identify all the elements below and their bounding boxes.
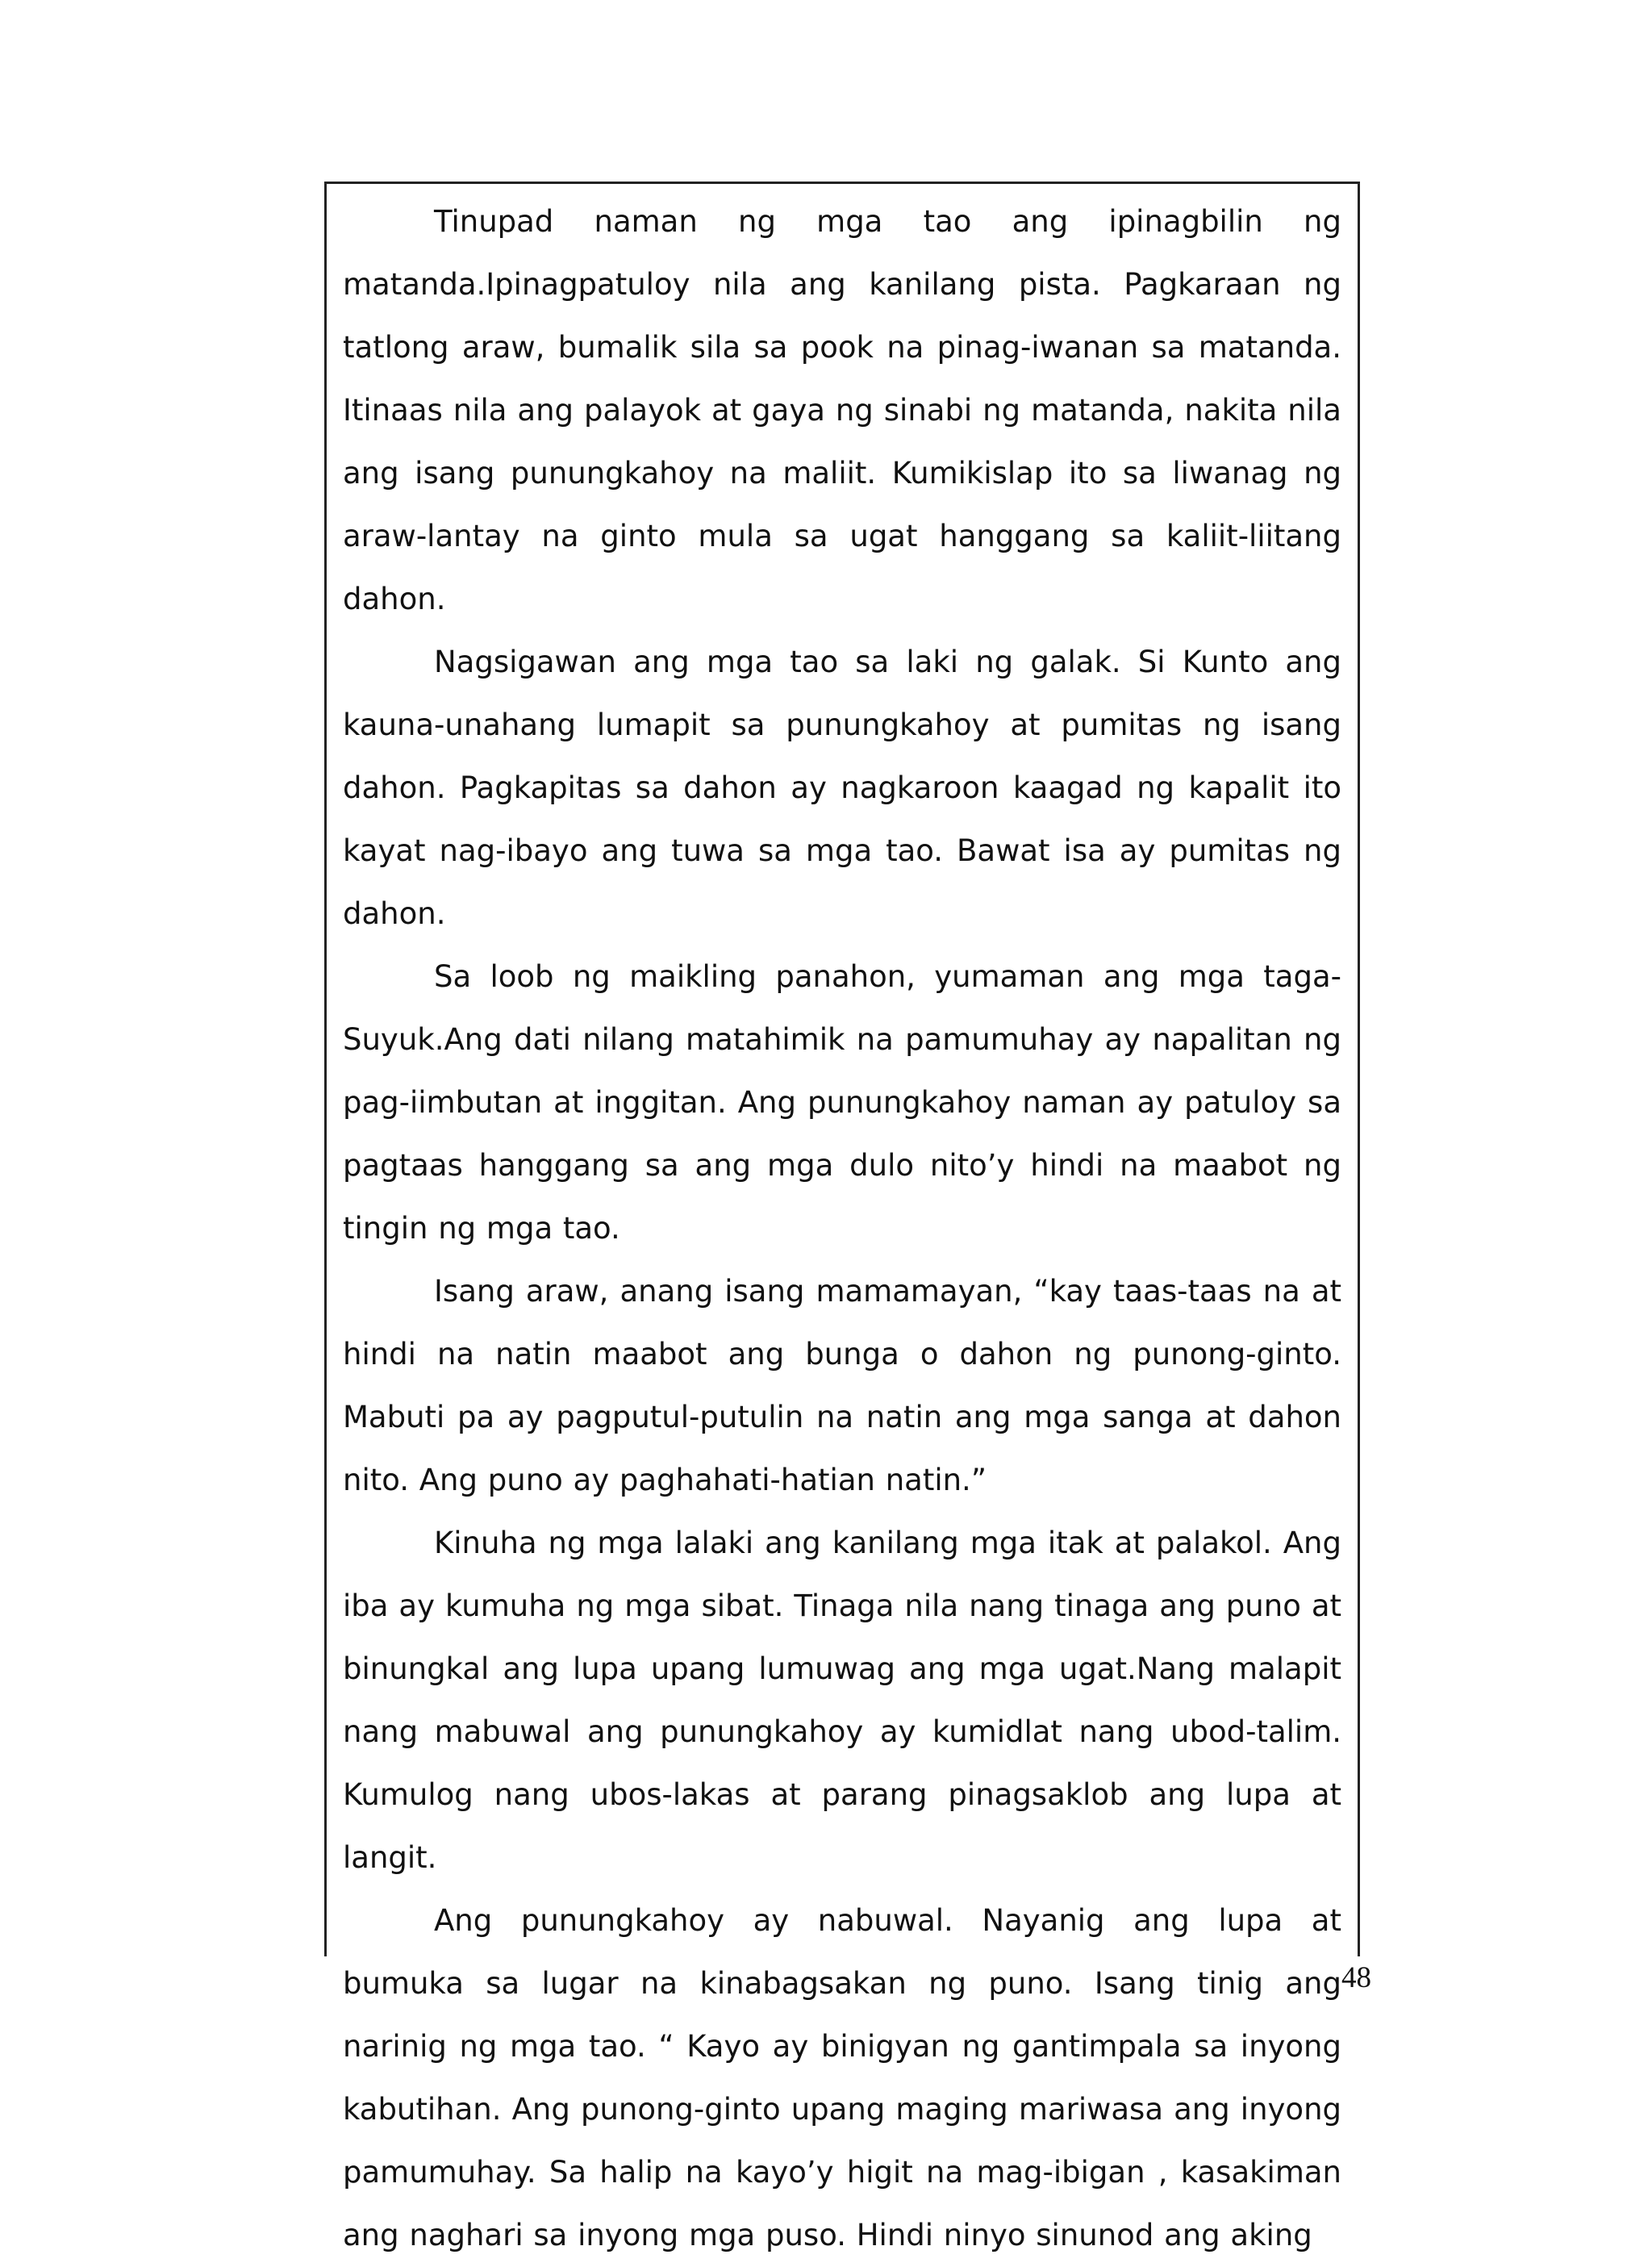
story-body bbox=[343, 190, 1341, 2267]
page-number: 48 bbox=[1341, 1961, 1371, 1994]
paragraph: Isang araw, anang isang mamamayan, “kay taas-taas na at hindi na natin maabot ang bunga o dahon ng punong-ginto. Mabuti pa ay pagputul-putulin na natin ang mga sanga at dahon nito. Ang puno ay paghahati-hatian natin.” bbox=[343, 1274, 1341, 1497]
paragraph: Tinupad naman ng mga tao ang ipinagbilin ng matanda.Ipinagpatuloy nila ang kanilang pista. Pagkaraan ng tatlong araw, bumalik sila sa pook na pinag-iwanan sa matanda. Itinaas nila ang palayok at gaya ng sinabi ng matanda, nakita nila ang isang punungkahoy na maliit. Kumikislap ito sa liwanag ng araw-lantay na ginto mula sa ugat hanggang sa kaliit-liitang dahon. bbox=[343, 204, 1341, 616]
paragraph: Nagsigawan ang mga tao sa laki ng galak. Si Kunto ang kauna-unahang lumapit sa punungkahoy at pumitas ng isang dahon. Pagkapitas sa dahon ay nagkaroon kaagad ng kapalit ito kayat nag-ibayo ang tuwa sa mga tao. Bawat isa ay pumitas ng dahon. bbox=[343, 645, 1341, 931]
paragraph: Ang punungkahoy ay nabuwal. Nayanig ang lupa at bumuka sa lugar na kinabagsakan ng puno. Isang tinig ang narinig ng mga tao. “ Kayo ay binigyan ng gantimpala sa inyong kabutihan. Ang punong-ginto upang maging mariwasa ang inyong pamumuhay. Sa halip na kayo’y higit na mag-ibigan , kasakiman ang naghari sa inyong mga puso. Hindi ninyo sinunod ang aking bbox=[343, 1903, 1341, 2252]
paragraph: Kinuha ng mga lalaki ang kanilang mga itak at palakol. Ang iba ay kumuha ng mga sibat. Tinaga nila nang tinaga ang puno at binungkal ang lupa upang lumuwag ang mga ugat.Nang malapit nang mabuwal ang punungkahoy ay kumidlat nang ubod-talim. Kumulog nang ubos-lakas at parang pinagsaklob ang lupa at langit. bbox=[343, 1526, 1341, 1875]
paragraph: Sa loob ng maikling panahon, yumaman ang mga taga-Suyuk.Ang dati nilang matahimik na pamumuhay ay napalitan ng pag-iimbutan at inggitan. Ang punungkahoy naman ay patuloy sa pagtaas hanggang sa ang mga dulo nito’y hindi na maabot ng tingin ng mga tao. bbox=[343, 959, 1341, 1246]
